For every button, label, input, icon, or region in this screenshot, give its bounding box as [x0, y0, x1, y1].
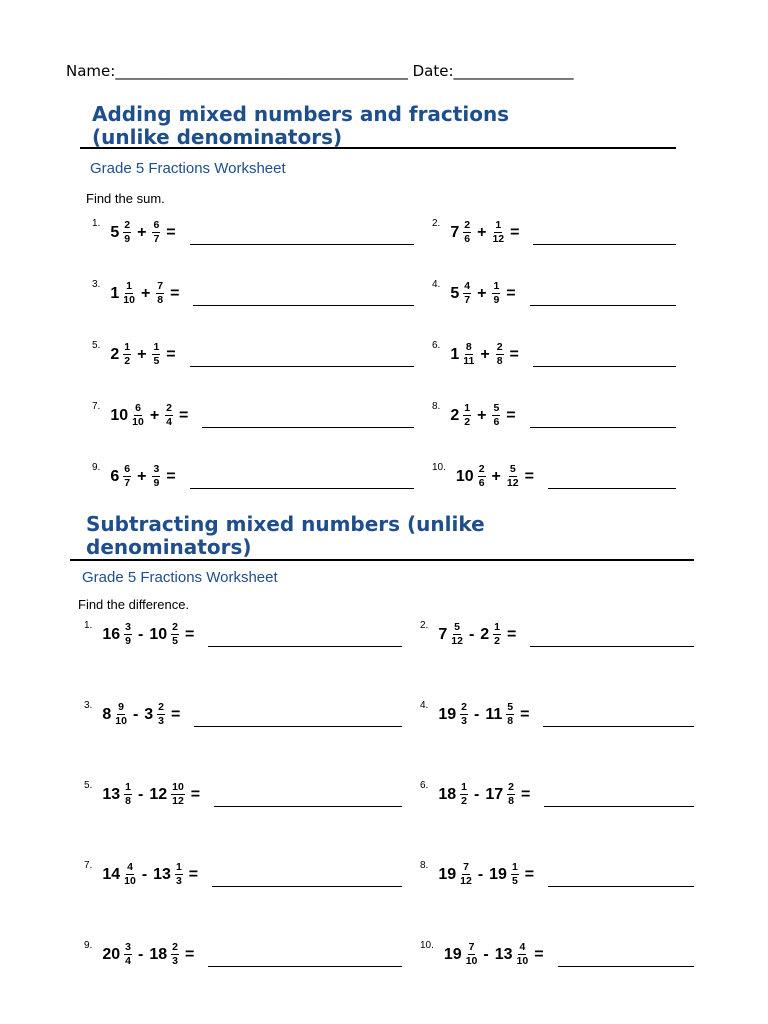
fraction-numerator: 1 — [494, 621, 501, 633]
fraction — [123, 281, 135, 306]
equals-sign: = — [510, 223, 520, 241]
section2-title-line2: denominators) — [86, 535, 252, 559]
problem-item — [92, 464, 414, 489]
problem-item — [432, 403, 676, 428]
equals-sign: = — [170, 284, 180, 302]
fraction-numerator: 4 — [127, 861, 133, 873]
fraction-numerator: 2 — [461, 701, 467, 713]
date-blank[interactable]: ________________ — [453, 62, 574, 80]
fraction-denominator: 8 — [157, 294, 164, 306]
fraction-denominator: 10 — [516, 955, 529, 967]
problem-number: 5. — [92, 340, 101, 351]
problem-expression — [450, 403, 521, 428]
equals-sign: = — [166, 345, 176, 363]
problem-expression — [102, 942, 200, 967]
whole-number: 10 — [455, 467, 474, 485]
fraction — [152, 342, 160, 367]
operator: - — [473, 705, 480, 723]
fraction-denominator: 6 — [464, 233, 471, 245]
problem-number: 6. — [432, 340, 441, 351]
fraction-numerator: 2 — [124, 219, 131, 231]
fraction-numerator: 1 — [461, 781, 467, 793]
name-blank[interactable]: _______________________________________ — [115, 62, 408, 80]
fraction — [152, 220, 160, 245]
equals-sign: = — [509, 345, 519, 363]
whole-number: 8 — [102, 705, 112, 723]
problem-expression — [444, 942, 550, 967]
whole-number: 2 — [450, 406, 460, 424]
fraction — [115, 702, 127, 727]
operator: + — [137, 467, 147, 485]
fraction-denominator: 2 — [494, 635, 501, 647]
equals-sign: = — [171, 705, 181, 723]
problem-number: 2. — [420, 620, 429, 631]
fraction-denominator: 12 — [451, 635, 463, 647]
fraction-denominator: 12 — [460, 875, 472, 887]
name-date-line — [66, 62, 706, 80]
fraction-numerator: 5 — [493, 402, 500, 414]
fraction — [492, 281, 500, 306]
fraction — [124, 862, 136, 887]
answer-blank[interactable] — [533, 226, 676, 245]
section2-title — [86, 513, 485, 559]
problem-expression — [102, 702, 186, 727]
problem-number: 6. — [420, 780, 429, 791]
fraction — [123, 464, 131, 489]
problem-item — [420, 622, 694, 647]
fraction-denominator: 5 — [511, 875, 518, 887]
problem-item — [84, 782, 402, 807]
problem-item — [92, 281, 414, 306]
fraction-denominator: 3 — [461, 715, 467, 727]
answer-blank[interactable] — [530, 287, 676, 306]
problem-item — [84, 702, 402, 727]
operator: + — [140, 284, 151, 302]
fraction-denominator: 12 — [172, 795, 184, 807]
fraction — [157, 702, 165, 727]
problem-number: 9. — [92, 462, 101, 473]
fraction — [463, 281, 471, 306]
whole-number: 18 — [149, 945, 168, 963]
operator: + — [149, 406, 160, 424]
fraction-denominator: 12 — [506, 477, 519, 489]
whole-number: 1 — [110, 284, 120, 302]
problem-item — [420, 942, 694, 967]
whole-number: 12 — [149, 785, 168, 803]
whole-number: 1 — [450, 345, 460, 363]
operator: - — [473, 785, 480, 803]
problem-number: 7. — [92, 401, 101, 412]
fraction-numerator: 7 — [468, 941, 475, 953]
fraction-denominator: 8 — [508, 795, 514, 807]
fraction — [175, 862, 183, 887]
fraction-numerator: 1 — [493, 280, 500, 292]
answer-blank[interactable] — [214, 788, 402, 807]
fraction-denominator: 10 — [465, 955, 478, 967]
fraction-denominator: 7 — [464, 294, 471, 306]
fraction-numerator: 2 — [166, 402, 173, 414]
equals-sign: = — [190, 785, 201, 803]
problem-number: 5. — [84, 780, 93, 791]
problem-expression — [102, 862, 204, 887]
answer-blank[interactable] — [533, 348, 676, 367]
problem-item — [92, 403, 414, 428]
fraction-denominator: 6 — [493, 416, 500, 428]
fraction-numerator: 8 — [465, 341, 472, 353]
problem-number: 8. — [432, 401, 441, 412]
fraction — [152, 464, 160, 489]
fraction-numerator: 1 — [511, 861, 518, 873]
problem-item — [432, 464, 676, 489]
answer-blank[interactable] — [530, 409, 676, 428]
problem-item — [84, 862, 402, 887]
fraction — [123, 220, 131, 245]
problem-number: 2. — [432, 218, 441, 229]
problem-item — [92, 342, 414, 367]
whole-number: 10 — [110, 406, 129, 424]
problem-expression — [102, 782, 206, 807]
whole-number: 19 — [438, 865, 457, 883]
fraction-denominator: 2 — [124, 355, 131, 367]
equals-sign: = — [524, 865, 535, 883]
fraction-denominator: 9 — [124, 233, 131, 245]
fraction-numerator: 6 — [153, 219, 160, 231]
fraction-numerator: 9 — [118, 701, 125, 713]
whole-number: 16 — [102, 625, 121, 643]
whole-number: 2 — [480, 625, 490, 643]
fraction — [460, 782, 468, 807]
section2-subtitle: Grade 5 Fractions Worksheet — [82, 569, 278, 586]
fraction — [492, 403, 500, 428]
operator: - — [137, 785, 144, 803]
equals-sign: = — [506, 284, 516, 302]
answer-blank[interactable] — [530, 628, 694, 647]
fraction — [493, 622, 501, 647]
whole-number: 3 — [144, 705, 154, 723]
problem-expression — [110, 281, 185, 306]
equals-sign: = — [179, 406, 189, 424]
equals-sign: = — [184, 945, 195, 963]
answer-blank[interactable] — [193, 287, 414, 306]
fraction-numerator: 7 — [157, 280, 164, 292]
fraction-numerator: 4 — [519, 941, 526, 953]
problem-number: 10. — [432, 462, 446, 473]
fraction — [517, 942, 529, 967]
whole-number: 5 — [450, 284, 460, 302]
operator: + — [477, 406, 487, 424]
fraction-numerator: 5 — [509, 463, 516, 475]
operator: - — [483, 945, 489, 963]
fraction — [507, 782, 515, 807]
whole-number: 7 — [450, 223, 460, 241]
fraction-numerator: 3 — [125, 941, 131, 953]
problem-item — [92, 220, 414, 245]
fraction-denominator: 7 — [153, 233, 160, 245]
section1-title-line2: (unlike denominators) — [92, 125, 343, 149]
fraction-denominator: 10 — [115, 715, 127, 727]
fraction-denominator: 7 — [124, 477, 131, 489]
whole-number: 7 — [438, 625, 448, 643]
problem-expression — [438, 622, 522, 647]
fraction-denominator: 2 — [461, 795, 467, 807]
fraction — [496, 342, 504, 367]
fraction — [132, 403, 144, 428]
answer-blank[interactable] — [544, 788, 694, 807]
problem-expression — [110, 342, 181, 367]
fraction-numerator: 6 — [135, 402, 141, 414]
problem-expression — [450, 220, 525, 245]
whole-number: 11 — [485, 705, 503, 723]
operator: - — [477, 865, 484, 883]
problem-expression — [450, 281, 521, 306]
fraction — [156, 281, 164, 306]
equals-sign: = — [184, 625, 195, 643]
fraction-denominator: 3 — [175, 875, 182, 887]
fraction — [492, 220, 504, 245]
fraction — [511, 862, 519, 887]
fraction — [171, 622, 179, 647]
operator: + — [477, 223, 487, 241]
problem-expression — [110, 403, 194, 428]
answer-blank[interactable] — [190, 348, 414, 367]
whole-number: 13 — [153, 865, 171, 883]
whole-number: 14 — [102, 865, 121, 883]
fraction-numerator: 5 — [507, 701, 514, 713]
fraction — [171, 942, 179, 967]
fraction-numerator: 6 — [124, 463, 131, 475]
answer-blank[interactable] — [558, 948, 694, 967]
fraction-numerator: 1 — [124, 341, 131, 353]
fraction-denominator: 9 — [153, 477, 160, 489]
operator: + — [137, 223, 147, 241]
fraction — [463, 342, 474, 367]
fraction-denominator: 12 — [492, 233, 505, 245]
fraction-denominator: 9 — [125, 635, 131, 647]
answer-blank[interactable] — [543, 708, 694, 727]
problem-expression — [438, 862, 540, 887]
section1-subtitle: Grade 5 Fractions Worksheet — [90, 160, 286, 177]
equals-sign: = — [506, 406, 516, 424]
answer-blank[interactable] — [208, 948, 402, 967]
problem-number: 1. — [84, 620, 93, 631]
problem-expression — [450, 342, 525, 367]
operator: + — [477, 284, 487, 302]
whole-number: 2 — [110, 345, 120, 363]
fraction-numerator: 2 — [464, 219, 471, 231]
problem-item — [432, 281, 676, 306]
whole-number: 19 — [443, 945, 462, 963]
fraction-denominator: 4 — [166, 416, 173, 428]
fraction-denominator: 4 — [125, 955, 131, 967]
answer-blank[interactable] — [190, 470, 414, 489]
problem-number: 4. — [432, 279, 441, 290]
problem-number: 4. — [420, 700, 429, 711]
fraction-denominator: 6 — [478, 477, 485, 489]
problem-number: 7. — [84, 860, 93, 871]
operator: - — [137, 625, 144, 643]
equals-sign: = — [520, 785, 531, 803]
operator: + — [491, 467, 501, 485]
whole-number: 18 — [438, 785, 457, 803]
section1-title-line1: Adding mixed numbers and fractions — [92, 102, 510, 126]
section2-instruction: Find the difference. — [78, 597, 190, 612]
answer-blank[interactable] — [212, 868, 402, 887]
whole-number: 20 — [102, 945, 121, 963]
equals-sign: = — [520, 705, 530, 723]
fraction — [466, 942, 478, 967]
fraction-numerator: 1 — [126, 280, 133, 292]
equals-sign: = — [166, 467, 176, 485]
fraction-denominator: 3 — [172, 955, 178, 967]
operator: - — [137, 945, 144, 963]
fraction-numerator: 3 — [125, 621, 131, 633]
fraction — [460, 702, 468, 727]
fraction-numerator: 2 — [172, 621, 178, 633]
problem-number: 3. — [92, 279, 101, 290]
fraction-numerator: 2 — [158, 701, 165, 713]
equals-sign: = — [166, 223, 176, 241]
problem-item — [84, 622, 402, 647]
fraction — [165, 403, 173, 428]
fraction — [478, 464, 486, 489]
fraction-denominator: 10 — [124, 875, 136, 887]
problem-number: 1. — [92, 218, 101, 229]
problem-item — [84, 942, 402, 967]
answer-blank[interactable] — [194, 708, 402, 727]
fraction-denominator: 9 — [493, 294, 500, 306]
problem-expression — [456, 464, 540, 489]
section2-rule — [70, 559, 694, 561]
fraction-numerator: 1 — [464, 402, 471, 414]
section1-instruction: Find the sum. — [86, 191, 165, 206]
equals-sign: = — [188, 865, 199, 883]
answer-blank[interactable] — [208, 628, 402, 647]
fraction-numerator: 1 — [153, 341, 160, 353]
fraction-denominator: 8 — [125, 795, 131, 807]
fraction-numerator: 2 — [172, 941, 178, 953]
fraction — [171, 782, 185, 807]
equals-sign: = — [524, 467, 534, 485]
equals-sign: = — [534, 945, 544, 963]
fraction-denominator: 8 — [496, 355, 503, 367]
fraction — [507, 464, 519, 489]
whole-number: 6 — [110, 467, 120, 485]
operator: - — [132, 705, 139, 723]
fraction — [451, 622, 463, 647]
problem-item — [432, 220, 676, 245]
answer-blank[interactable] — [548, 470, 676, 489]
answer-blank[interactable] — [202, 409, 414, 428]
operator: + — [480, 345, 490, 363]
problem-item — [420, 782, 694, 807]
fraction — [124, 782, 132, 807]
problem-number: 10. — [420, 940, 434, 951]
name-label: Name: — [66, 62, 116, 80]
problem-item — [432, 342, 676, 367]
fraction-denominator: 3 — [158, 715, 165, 727]
equals-sign: = — [507, 625, 517, 643]
fraction — [463, 220, 471, 245]
operator: + — [137, 345, 147, 363]
answer-blank[interactable] — [548, 868, 694, 887]
section1-title — [92, 103, 509, 149]
fraction-numerator: 3 — [153, 463, 160, 475]
whole-number: 5 — [110, 223, 120, 241]
whole-number: 10 — [149, 625, 168, 643]
fraction-numerator: 2 — [496, 341, 503, 353]
section1-rule — [80, 147, 676, 149]
problem-expression — [110, 220, 181, 245]
fraction-denominator: 10 — [132, 416, 144, 428]
fraction — [463, 403, 471, 428]
fraction-numerator: 2 — [508, 781, 514, 793]
fraction-numerator: 1 — [125, 781, 131, 793]
fraction-denominator: 5 — [153, 355, 160, 367]
problem-number: 9. — [84, 940, 93, 951]
problem-expression — [438, 782, 536, 807]
fraction — [124, 622, 132, 647]
fraction-numerator: 7 — [463, 861, 469, 873]
fraction — [506, 702, 514, 727]
problem-item — [420, 702, 694, 727]
problem-expression — [102, 622, 200, 647]
whole-number: 13 — [102, 785, 121, 803]
fraction-numerator: 1 — [175, 861, 182, 873]
whole-number: 19 — [489, 865, 507, 883]
operator: - — [468, 625, 475, 643]
fraction-numerator: 2 — [478, 463, 485, 475]
problem-expression — [438, 702, 535, 727]
answer-blank[interactable] — [190, 226, 414, 245]
problem-number: 8. — [420, 860, 429, 871]
fraction — [460, 862, 472, 887]
fraction-numerator: 4 — [464, 280, 471, 292]
problem-item — [420, 862, 694, 887]
date-label: Date: — [412, 62, 454, 80]
fraction-denominator: 5 — [172, 635, 178, 647]
fraction-numerator: 5 — [454, 621, 461, 633]
fraction-denominator: 11 — [463, 355, 475, 367]
fraction-denominator: 10 — [123, 294, 135, 306]
operator: - — [141, 865, 148, 883]
section2-title-line1: Subtracting mixed numbers (unlike — [86, 512, 485, 536]
fraction — [123, 342, 131, 367]
problem-number: 3. — [84, 700, 93, 711]
fraction-numerator: 1 — [495, 219, 502, 231]
fraction — [124, 942, 132, 967]
fraction-denominator: 8 — [507, 715, 514, 727]
whole-number: 17 — [485, 785, 504, 803]
whole-number: 19 — [438, 705, 457, 723]
problem-expression — [110, 464, 181, 489]
fraction-denominator: 2 — [464, 416, 471, 428]
fraction-numerator: 10 — [172, 781, 184, 793]
whole-number: 13 — [494, 945, 513, 963]
